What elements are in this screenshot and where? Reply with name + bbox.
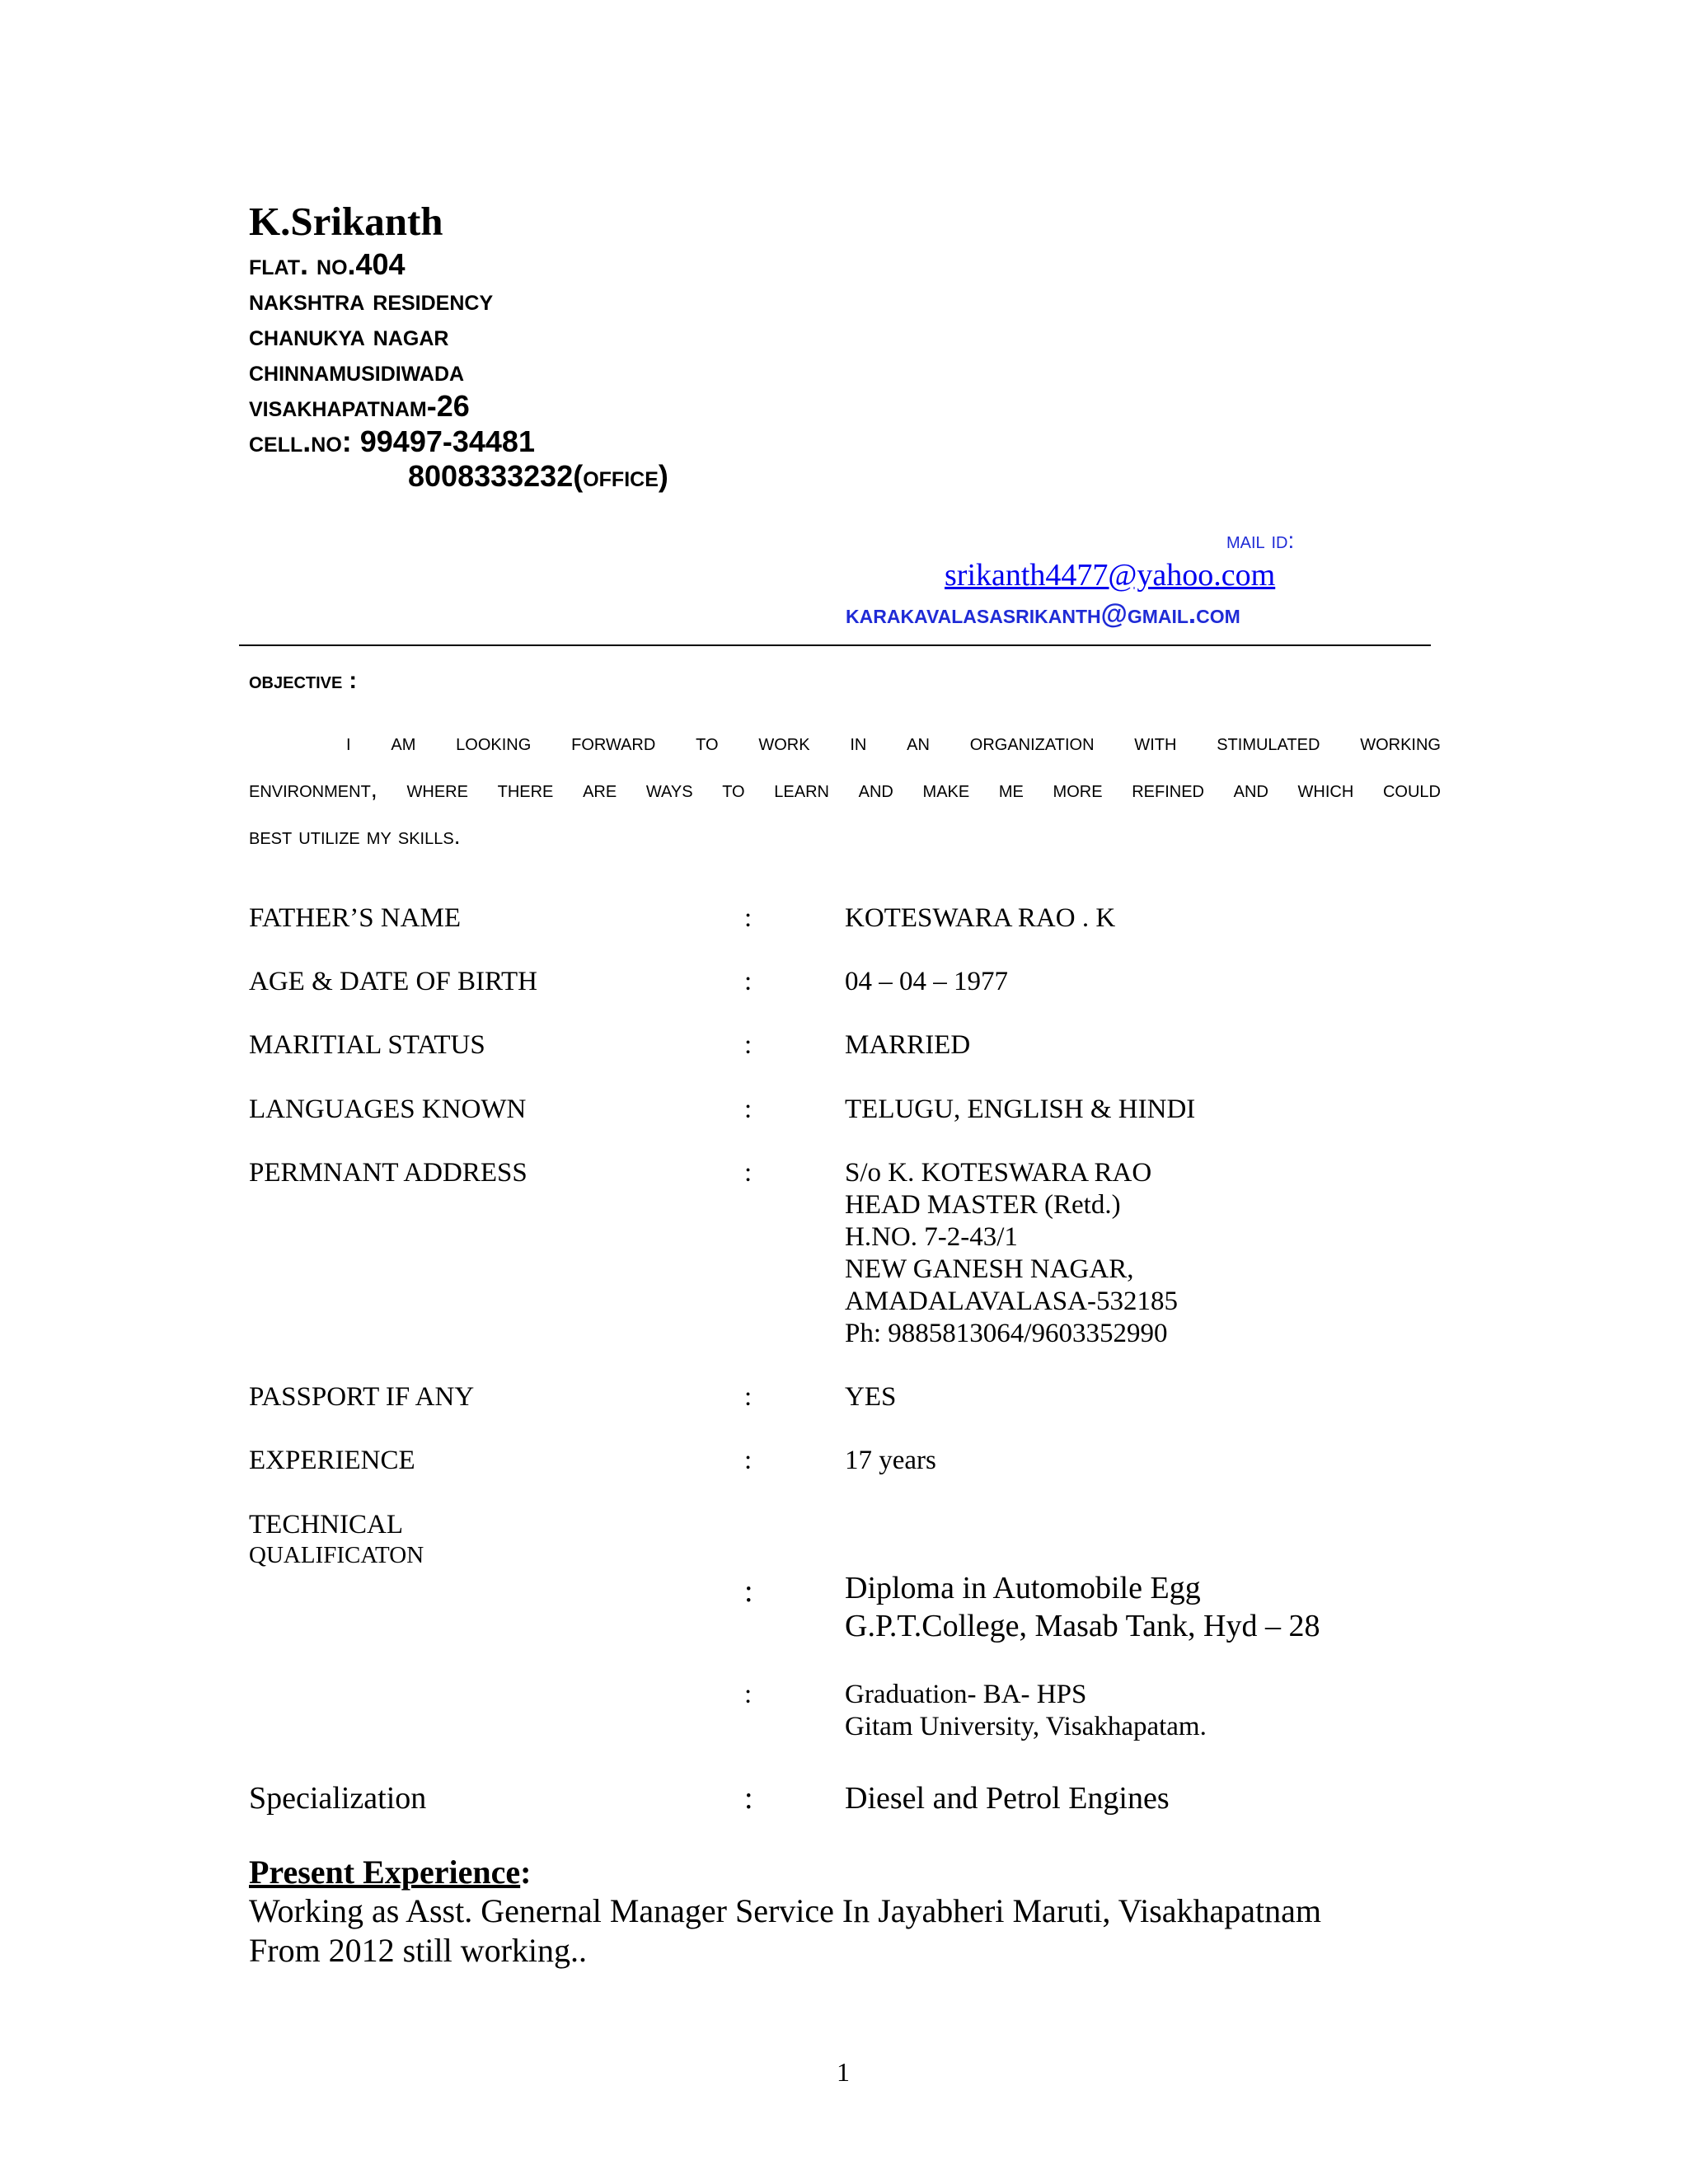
address-line-residency: nakshtra residency bbox=[249, 283, 494, 316]
permanent-address-line: S/o K. KOTESWARA RAO bbox=[845, 1158, 1152, 1188]
present-experience-line-2: From 2012 still working.. bbox=[249, 1932, 588, 1969]
colon-separator: : bbox=[744, 1158, 753, 1188]
permanent-address-line: Ph: 9885813064/9603352990 bbox=[845, 1319, 1168, 1348]
office-phone: 8008333232(office) bbox=[408, 459, 668, 493]
passport-value: YES bbox=[845, 1382, 897, 1412]
dob-label: AGE & DATE OF BIRTH bbox=[249, 967, 538, 996]
objective-heading: objective : bbox=[249, 668, 358, 694]
graduation-university: Gitam University, Visakhapatam. bbox=[845, 1712, 1207, 1741]
page-number: 1 bbox=[837, 2057, 850, 2087]
address-line-locality: chinnamusidiwada bbox=[249, 354, 465, 387]
objective-text-line-3: best utilize my skills. bbox=[249, 823, 461, 850]
present-experience-heading bbox=[249, 1853, 532, 1891]
experience-value: 17 years bbox=[845, 1446, 936, 1475]
address-line-city: visakhapatnam-26 bbox=[249, 389, 470, 423]
address-line-flat: flat. no.404 bbox=[249, 247, 406, 281]
objective-text-line-2: environment, where there are ways to learn and make me more refined and which could bbox=[249, 776, 1441, 803]
permanent-address-line: HEAD MASTER (Retd.) bbox=[845, 1190, 1121, 1220]
permanent-address-line: AMADALAVALASA-532185 bbox=[845, 1286, 1178, 1316]
present-experience-heading-text: Present Experience bbox=[249, 1854, 521, 1891]
permanent-address-line: H.NO. 7-2-43/1 bbox=[845, 1222, 1018, 1252]
colon-separator: : bbox=[744, 1781, 753, 1816]
technical-qualification-label: TECHNICAL bbox=[249, 1510, 403, 1540]
dob-value: 04 – 04 – 1977 bbox=[845, 967, 1008, 996]
colon-separator: : bbox=[744, 1574, 753, 1609]
marital-status-label: MARITIAL STATUS bbox=[249, 1030, 485, 1060]
specialization-value: Diesel and Petrol Engines bbox=[845, 1781, 1170, 1816]
technical-qualification-label-2: QUALIFICATON bbox=[249, 1542, 424, 1568]
colon-separator: : bbox=[744, 967, 753, 996]
marital-status-value: MARRIED bbox=[845, 1030, 971, 1060]
graduation-degree: Graduation- BA- HPS bbox=[845, 1680, 1087, 1709]
email-gmail[interactable]: karakavalasasrikanth@gmail.com bbox=[846, 598, 1240, 629]
fathers-name-label: FATHER’S NAME bbox=[249, 903, 461, 933]
fathers-name-value: KOTESWARA RAO . K bbox=[845, 903, 1116, 933]
permanent-address-label: PERMNANT ADDRESS bbox=[249, 1158, 528, 1188]
specialization-label: Specialization bbox=[249, 1781, 427, 1816]
colon-separator: : bbox=[744, 903, 753, 933]
permanent-address-line: NEW GANESH NAGAR, bbox=[845, 1254, 1134, 1284]
objective-text-line-1: i am looking forward to work in an organization with stimulated working bbox=[346, 729, 1441, 756]
diploma-title: Diploma in Automobile Egg bbox=[845, 1571, 1201, 1605]
colon-separator: : bbox=[744, 1680, 753, 1709]
colon-separator: : bbox=[744, 1030, 753, 1060]
colon-separator: : bbox=[744, 1094, 753, 1124]
address-line-cell: cell.no: 99497-34481 bbox=[249, 424, 535, 458]
candidate-name: K.Srikanth bbox=[249, 199, 443, 244]
colon-separator: : bbox=[744, 1446, 753, 1475]
address-line-nagar: chanukya nagar bbox=[249, 318, 449, 352]
colon-separator: : bbox=[744, 1382, 753, 1412]
languages-label: LANGUAGES KNOWN bbox=[249, 1094, 527, 1124]
header-divider bbox=[239, 644, 1431, 646]
languages-value: TELUGU, ENGLISH & HINDI bbox=[845, 1094, 1196, 1124]
present-experience-heading-colon: : bbox=[520, 1854, 532, 1891]
present-experience-line-1: Working as Asst. Genernal Manager Service In Jayabheri Maruti, Visakhapatnam bbox=[249, 1892, 1322, 1929]
experience-label: EXPERIENCE bbox=[249, 1446, 415, 1475]
email-yahoo-link[interactable]: srikanth4477@yahoo.com bbox=[945, 558, 1276, 593]
diploma-college: G.P.T.College, Masab Tank, Hyd – 28 bbox=[845, 1609, 1320, 1643]
passport-label: PASSPORT IF ANY bbox=[249, 1382, 475, 1412]
mail-id-label: mail id: bbox=[1226, 527, 1295, 553]
